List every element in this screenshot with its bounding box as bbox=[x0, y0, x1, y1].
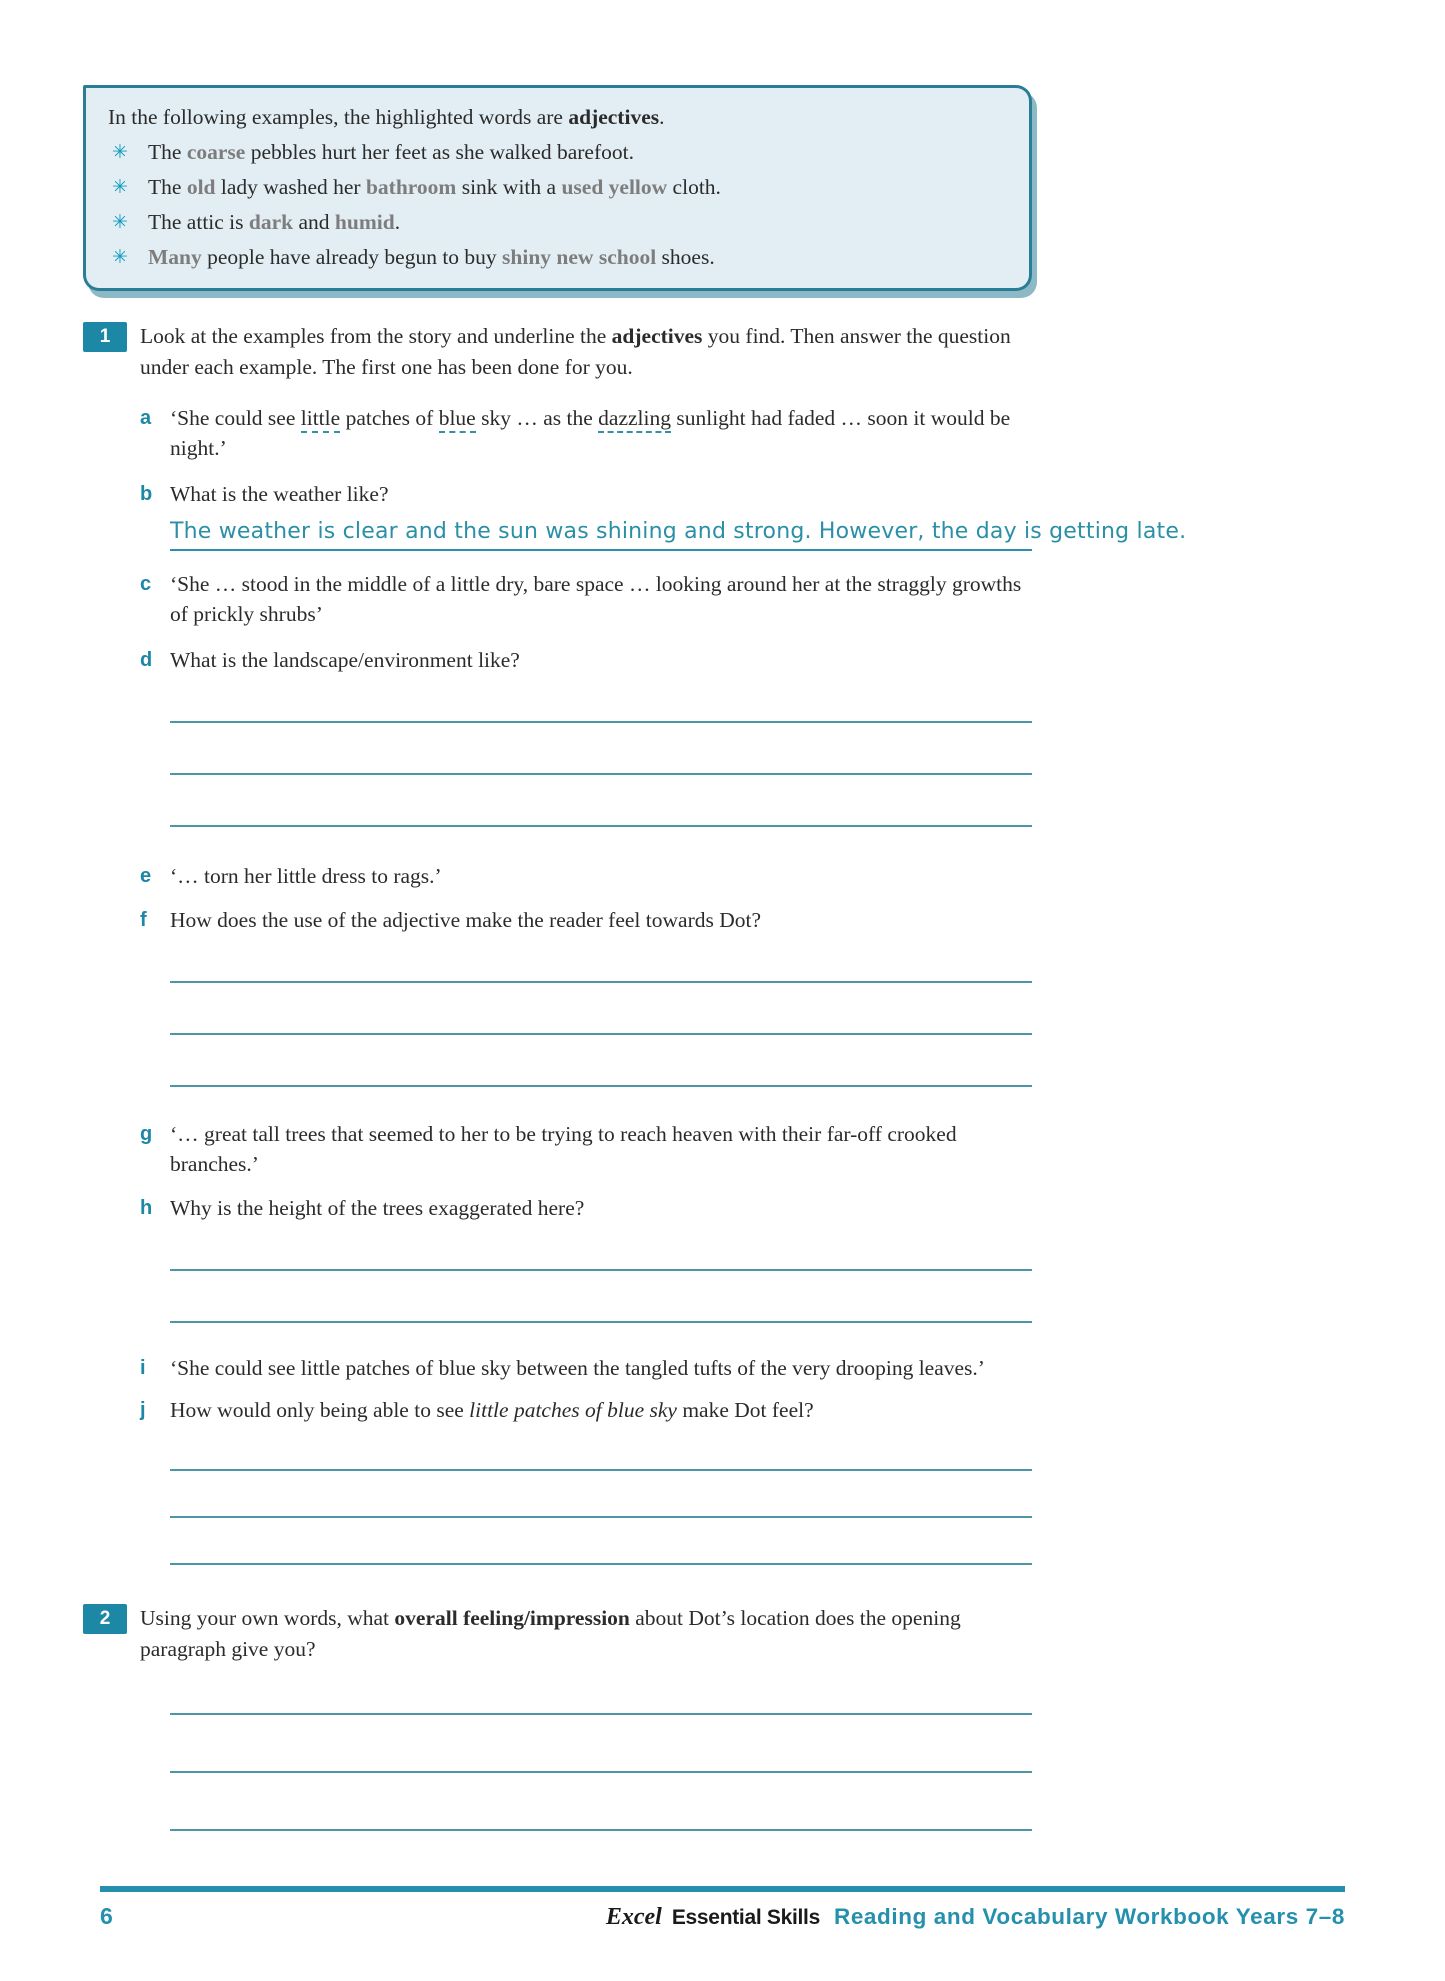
answer-lines-j bbox=[170, 1469, 1032, 1565]
item-letter: e bbox=[140, 865, 152, 887]
item-f bbox=[140, 905, 1032, 935]
item-e bbox=[140, 861, 1032, 891]
item-question: Why is the height of the trees exaggerated here? bbox=[170, 1196, 585, 1220]
brand-excel: Excel bbox=[605, 1904, 662, 1930]
item-g bbox=[140, 1119, 1032, 1179]
question-1 bbox=[83, 321, 1032, 383]
answer-lines-h bbox=[170, 1269, 1032, 1323]
example-bullet-row bbox=[108, 138, 1009, 167]
footer-text-row bbox=[100, 1903, 1345, 1931]
item-c bbox=[140, 569, 1032, 629]
adjectives-example-box bbox=[83, 85, 1032, 291]
answer-line[interactable] bbox=[170, 1033, 1032, 1035]
item-b bbox=[140, 479, 1032, 509]
item-a bbox=[140, 403, 1032, 463]
question-1-items bbox=[140, 403, 1187, 1565]
answer-line[interactable] bbox=[170, 773, 1032, 775]
item-letter: i bbox=[140, 1357, 146, 1379]
answer-line[interactable] bbox=[170, 981, 1032, 983]
example-sentence: The coarse pebbles hurt her feet as she walked barefoot. bbox=[148, 140, 634, 164]
example-bullet-row bbox=[108, 243, 1009, 272]
answer-lines-q2 bbox=[170, 1713, 1032, 1831]
item-question: How does the use of the adjective make the reader feel towards Dot? bbox=[170, 908, 762, 932]
item-question: What is the landscape/environment like? bbox=[170, 648, 520, 672]
question-text: Using your own words, what overall feeling/impression about Dot’s location does the opening paragraph give you? bbox=[140, 1606, 961, 1661]
answer-lines-d bbox=[170, 721, 1032, 827]
brand-essential-skills: Essential Skills bbox=[671, 1906, 820, 1929]
item-question: How would only being able to see little patches of blue sky make Dot feel? bbox=[170, 1398, 814, 1422]
item-h bbox=[140, 1193, 1032, 1223]
star-bullet-icon: ✳ bbox=[112, 141, 128, 163]
answer-lines-f bbox=[170, 981, 1032, 1087]
example-bullet-row bbox=[108, 173, 1009, 202]
item-d bbox=[140, 645, 1032, 675]
series-title: Reading and Vocabulary Workbook Years 7–8 bbox=[833, 1904, 1345, 1929]
item-letter: d bbox=[140, 649, 153, 671]
answer-line[interactable] bbox=[170, 1085, 1032, 1087]
item-quote: ‘She … stood in the middle of a little dry, bare space … looking around her at the straggly growths of prickly shrubs’ bbox=[170, 572, 1022, 626]
item-j bbox=[140, 1395, 1032, 1425]
page-footer bbox=[100, 1886, 1345, 1931]
item-letter: f bbox=[140, 909, 147, 931]
answer-line[interactable] bbox=[170, 1469, 1032, 1471]
question-text: Look at the examples from the story and underline the adjectives you find. Then answer the question under each example. The first one has been done for you. bbox=[140, 324, 1011, 379]
item-question: What is the weather like? bbox=[170, 482, 389, 506]
item-letter: c bbox=[140, 573, 152, 595]
answer-line[interactable] bbox=[170, 1269, 1032, 1271]
example-sentence: The attic is dark and humid. bbox=[148, 210, 401, 234]
star-bullet-icon: ✳ bbox=[112, 246, 128, 268]
item-letter: h bbox=[140, 1197, 153, 1219]
item-letter: g bbox=[140, 1123, 153, 1145]
answer-line[interactable] bbox=[170, 721, 1032, 723]
footer-brand bbox=[606, 1904, 1345, 1931]
item-letter: a bbox=[140, 407, 152, 429]
example-sentence: The old lady washed her bathroom sink with a used yellow cloth. bbox=[148, 175, 721, 199]
item-quote: ‘She could see little patches of blue sky … as the dazzling sunlight had faded … soon it would be night.’ bbox=[170, 406, 1011, 460]
item-quote: ‘She could see little patches of blue sky between the tangled tufts of the very drooping leaves.’ bbox=[170, 1356, 985, 1380]
answer-line[interactable] bbox=[170, 1713, 1032, 1715]
example-bullet-row bbox=[108, 208, 1009, 237]
handwritten-answer: The weather is clear and the sun was shining and strong. However, the day is getting late. bbox=[170, 515, 1032, 551]
item-i bbox=[140, 1353, 1032, 1383]
answer-line[interactable] bbox=[170, 1771, 1032, 1773]
answer-line[interactable] bbox=[170, 1829, 1032, 1831]
question-2 bbox=[83, 1603, 1032, 1665]
answer-line[interactable] bbox=[170, 1321, 1032, 1323]
answer-line[interactable] bbox=[170, 825, 1032, 827]
example-box-title: In the following examples, the highlighted words are adjectives. bbox=[108, 105, 665, 129]
item-quote: ‘… great tall trees that seemed to her to be trying to reach heaven with their far-off crooked branches.’ bbox=[170, 1122, 957, 1176]
page-content bbox=[83, 85, 1187, 1831]
star-bullet-icon: ✳ bbox=[112, 176, 128, 198]
star-bullet-icon: ✳ bbox=[112, 211, 128, 233]
page-number: 6 bbox=[100, 1903, 113, 1929]
item-letter: j bbox=[140, 1399, 146, 1421]
answer-line[interactable] bbox=[170, 1516, 1032, 1518]
item-quote: ‘… torn her little dress to rags.’ bbox=[170, 864, 442, 888]
example-sentence: Many people have already begun to buy shiny new school shoes. bbox=[148, 245, 715, 269]
item-letter: b bbox=[140, 483, 153, 505]
answer-line[interactable] bbox=[170, 1563, 1032, 1565]
question-number-badge: 2 bbox=[83, 1604, 127, 1634]
footer-divider bbox=[100, 1886, 1345, 1892]
question-number-badge: 1 bbox=[83, 322, 127, 352]
